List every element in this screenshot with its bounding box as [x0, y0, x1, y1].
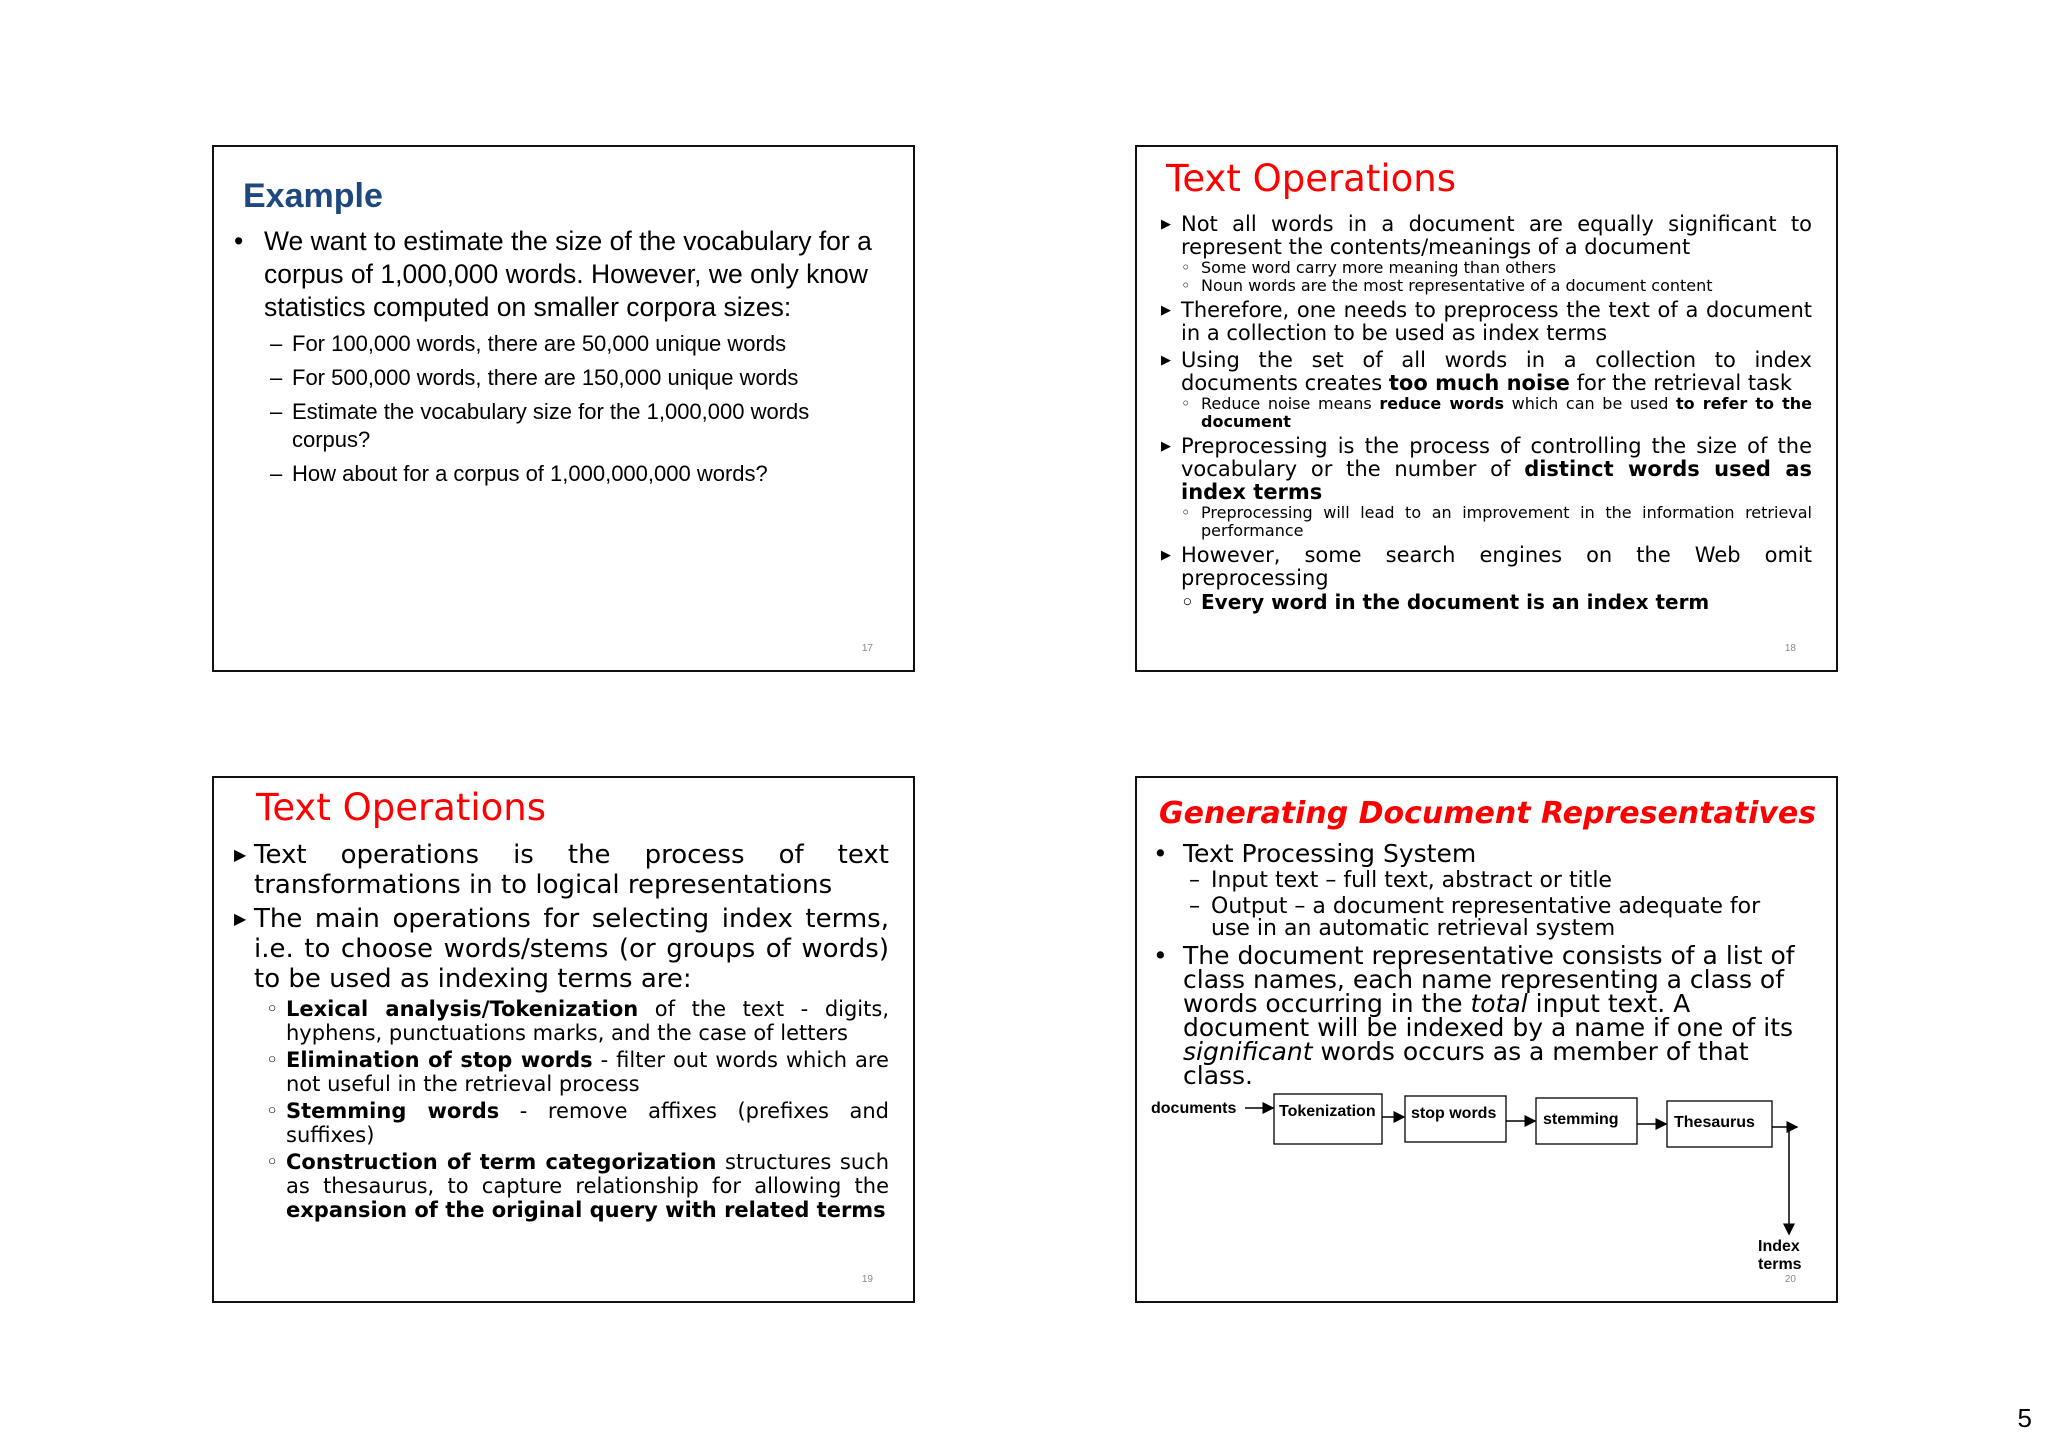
slide-title: Example [243, 177, 383, 215]
diagram-output-label: Index [1758, 1238, 1800, 1255]
text-run: Reduce noise means [1201, 394, 1380, 413]
diagram-output-label: terms [1758, 1256, 1802, 1273]
text-run: The document representative consists of a list of class names, each name representing a class of words occurring in the [1183, 941, 1795, 1018]
sub-item: – How about for a corpus of 1,000,000,000 words? [234, 460, 893, 488]
sub-item: – For 100,000 words, there are 50,000 unique words [234, 330, 893, 358]
bold-text: expansion of the original query with related terms [286, 1198, 886, 1222]
slide-number: 20 [1784, 1274, 1796, 1285]
bullet-item [1161, 435, 1812, 504]
bold-text: Stemming words [286, 1099, 500, 1123]
bullet-item: • Text Processing System [1153, 842, 1804, 866]
diagram-step-label: stemming [1543, 1111, 1619, 1128]
slide-title: Text Operations [1166, 157, 1457, 200]
sub-item: ◦ Noun words are the most representative of a document content [1161, 277, 1812, 295]
bold-text: Elimination of stop words [286, 1048, 593, 1072]
sub-item [234, 1099, 889, 1147]
sub-item: ◦ Every word in the document is an index term [1161, 590, 1812, 614]
diagram-step-label: Tokenization [1279, 1103, 1376, 1120]
sub-item [234, 1048, 889, 1096]
bullet-item: • We want to estimate the size of the vocabulary for a corpus of 1,000,000 words. However, we only know statistics computed on smaller corpora sizes: [234, 225, 893, 324]
slide-content [234, 836, 889, 1222]
slide-title: Generating Document Representatives [1159, 796, 1817, 831]
bold-text: too much noise [1388, 371, 1570, 395]
bullet-item: ▶ Therefore, one needs to preprocess the text of a document in a collection to be used as index terms [1161, 299, 1812, 345]
slide-18 [1135, 145, 1838, 672]
bullet-item [1161, 349, 1812, 395]
text-processing-diagram [1137, 778, 1838, 1303]
slide-number: 19 [861, 1274, 873, 1285]
slide-20 [1135, 776, 1838, 1303]
sub-item: – Estimate the vocabulary size for the 1,000,000 words corpus? [234, 398, 893, 454]
diagram-step-label: Thesaurus [1674, 1114, 1755, 1131]
italic-text: total [1470, 989, 1528, 1018]
slide-17 [212, 145, 915, 672]
bold-text: Lexical analysis/Tokenization [286, 997, 639, 1021]
bold-text: Construction of term categorization [286, 1150, 717, 1174]
text-run: words occurs as a member of that class. [1183, 1037, 1749, 1090]
diagram-input-label: documents [1151, 1100, 1237, 1117]
bullet-item: ▶ However, some search engines on the Web omit preprocessing [1161, 544, 1812, 590]
text-run: - filter out words which are not useful in the retrieval process [286, 1048, 889, 1096]
text-run: of the text - digits, hyphens, punctuations marks, and the case of letters [286, 997, 889, 1045]
sub-item: – Input text – full text, abstract or title [1153, 870, 1804, 892]
slide-number: 18 [1784, 643, 1796, 654]
sub-item: – Output – a document representative adequate for use in an automatic retrieval system [1153, 896, 1804, 940]
sub-item: ◦ Some word carry more meaning than others [1161, 259, 1812, 277]
sub-item [1161, 395, 1812, 431]
diagram-step-label: stop words [1411, 1105, 1497, 1122]
bullet-item: ▶ Not all words in a document are equally significant to represent the contents/meanings of a document [1161, 213, 1812, 259]
bold-text: distinct words used as index terms [1181, 457, 1812, 504]
bullet-item: ▶ The main operations for selecting index terms, i.e. to choose words/stems (or groups of words) to be used as indexing terms are: [234, 904, 889, 994]
sub-item [234, 1150, 889, 1222]
page-number: 5 [2017, 1403, 2032, 1433]
slide-19 [212, 776, 915, 1303]
slide-title: Text Operations [256, 786, 547, 829]
slide-number: 17 [861, 643, 873, 654]
text-run: structures such as thesaurus, to capture relationship for allowing the [286, 1150, 889, 1198]
text-run: - remove affixes (prefixes and suffixes) [286, 1099, 889, 1147]
text-run: for the retrieval task [1569, 371, 1793, 395]
sub-item: – For 500,000 words, there are 150,000 unique words [234, 364, 893, 392]
text-run: input text. A document will be indexed by a name if one of its [1183, 989, 1794, 1042]
sub-item: ◦ Preprocessing will lead to an improvement in the information retrieval performance [1161, 504, 1812, 540]
text-run: Preprocessing is the process of controlling the size of the vocabulary or the number of [1181, 434, 1812, 481]
slide-content [1161, 209, 1812, 614]
text-run: Using the set of all words in a collection to index documents creates [1181, 348, 1812, 395]
slide-content [234, 225, 893, 488]
bullet-item: ▶ Text operations is the process of text transformations in to logical representations [234, 840, 889, 900]
italic-text: significant [1183, 1037, 1313, 1066]
sub-item [234, 997, 889, 1045]
bold-text: reduce words [1379, 394, 1505, 413]
bold-text: to refer to the document [1201, 394, 1812, 431]
text-run: which can be used [1504, 394, 1677, 413]
